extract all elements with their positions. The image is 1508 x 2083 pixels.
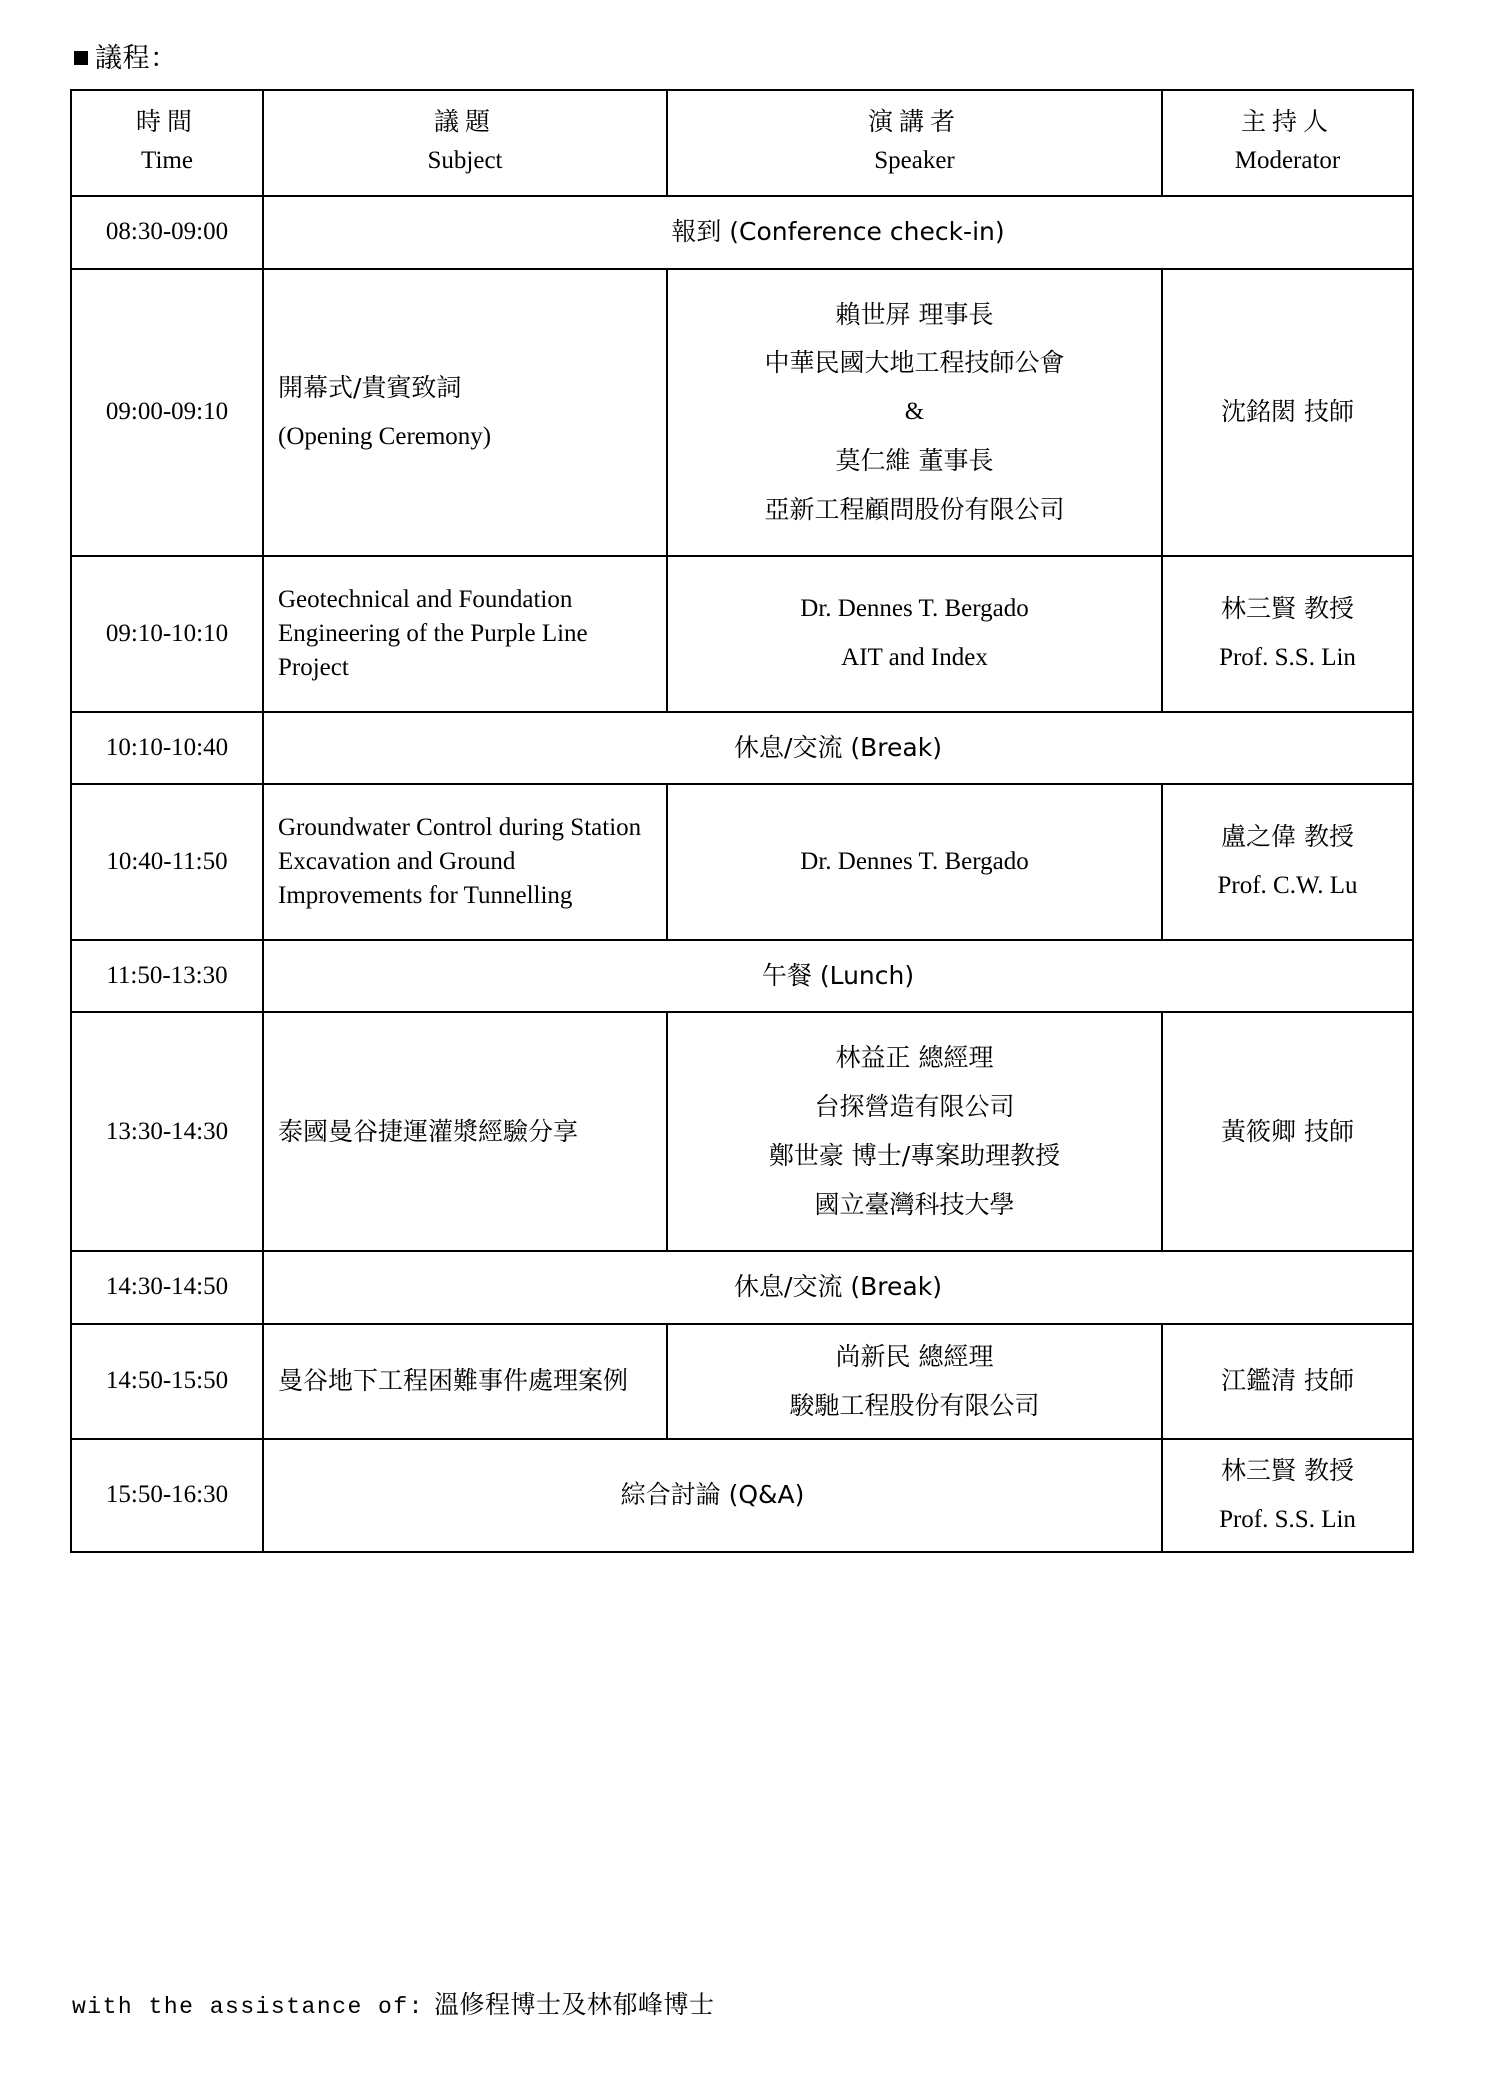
row-span-text-cell	[263, 940, 1413, 1013]
speaker-line: 莫仁維 董事長	[835, 445, 994, 475]
footer-names: 溫修程博士及林郁峰博士	[433, 1990, 715, 2019]
moderator-line: 黃筱卿 技師	[1221, 1116, 1354, 1146]
moderator-line: 沈銘閎 技師	[1221, 397, 1354, 427]
subject-line: Geotechnical and Foundation Engineering of the Purple Line Project	[278, 586, 588, 681]
row-speaker	[667, 784, 1162, 939]
table-row	[71, 784, 1413, 939]
speaker-line: 林益正 總經理	[835, 1043, 994, 1073]
row-span-text: 休息/交流 (Break)	[734, 1272, 942, 1302]
speaker-line: Dr. Dennes T. Bergado	[800, 595, 1029, 623]
row-subject	[263, 1012, 667, 1251]
moderator-line: Prof. C.W. Lu	[1217, 872, 1358, 900]
speaker-line: 駿馳工程股份有限公司	[789, 1390, 1040, 1420]
header-time-cn: 時間	[135, 107, 198, 137]
row-span-text-cell	[263, 1439, 1162, 1553]
speaker-line: Dr. Dennes T. Bergado	[800, 847, 1029, 875]
row-moderator	[1162, 784, 1413, 939]
header-subject-en: Subject	[427, 147, 503, 175]
row-speaker	[667, 1012, 1162, 1251]
row-span-text: 午餐 (Lunch)	[761, 960, 915, 990]
footer-note	[72, 1985, 714, 2021]
moderator-line: 盧之偉 教授	[1221, 822, 1354, 852]
speaker-line: 國立臺灣科技大學	[814, 1189, 1015, 1219]
heading-text: 議程：	[95, 43, 178, 74]
row-moderator	[1162, 1439, 1413, 1553]
agenda-table	[70, 89, 1414, 1553]
row-time: 10:10-10:40	[71, 712, 263, 785]
subject-line: 泰國曼谷捷運灌漿經驗分享	[278, 1116, 579, 1146]
header-cell-time	[71, 90, 263, 196]
moderator-line: Prof. S.S. Lin	[1219, 1505, 1356, 1533]
row-span-text-cell	[263, 196, 1413, 269]
header-speaker-cn: 演講者	[867, 107, 961, 137]
speaker-line: 中華民國大地工程技師公會	[764, 348, 1065, 378]
speaker-line: 亞新工程顧問股份有限公司	[764, 494, 1065, 524]
row-moderator	[1162, 1012, 1413, 1251]
row-span-text: 休息/交流 (Break)	[734, 732, 942, 762]
row-time: 14:50-15:50	[71, 1324, 263, 1439]
moderator-line: 林三賢 教授	[1221, 1455, 1354, 1485]
row-time: 11:50-13:30	[71, 940, 263, 1013]
row-subject	[263, 1324, 667, 1439]
row-time: 15:50-16:30	[71, 1439, 263, 1553]
table-row	[71, 556, 1413, 711]
row-span-text-cell	[263, 1251, 1413, 1324]
speaker-line: 台探營造有限公司	[814, 1092, 1015, 1122]
row-speaker	[667, 1324, 1162, 1439]
row-time: 10:40-11:50	[71, 784, 263, 939]
table-header-row	[71, 90, 1413, 196]
row-moderator	[1162, 556, 1413, 711]
subject-line: 曼谷地下工程困難事件處理案例	[278, 1366, 629, 1396]
header-speaker-en: Speaker	[874, 147, 955, 175]
row-time: 14:30-14:50	[71, 1251, 263, 1324]
speaker-line: AIT and Index	[841, 644, 988, 672]
moderator-line: 江鑑清 技師	[1221, 1366, 1354, 1396]
subject-line: 開幕式/貴賓致詞	[278, 372, 462, 402]
row-time: 08:30-09:00	[71, 196, 263, 269]
table-row	[71, 1324, 1413, 1439]
moderator-line: Prof. S.S. Lin	[1219, 644, 1356, 672]
square-bullet-icon	[74, 51, 88, 65]
table-row	[71, 196, 1413, 269]
speaker-line: 賴世屏 理事長	[835, 299, 994, 329]
header-moderator-cn: 主持人	[1240, 107, 1334, 137]
header-time-en: Time	[141, 147, 193, 175]
row-subject	[263, 556, 667, 711]
row-subject	[263, 784, 667, 939]
table-row	[71, 940, 1413, 1013]
header-cell-moderator	[1162, 90, 1413, 196]
header-subject-cn: 議題	[433, 107, 496, 137]
row-moderator	[1162, 269, 1413, 557]
row-speaker	[667, 269, 1162, 557]
speaker-line: 尚新民 總經理	[835, 1341, 994, 1371]
row-time: 13:30-14:30	[71, 1012, 263, 1251]
subject-line: Groundwater Control during Station Excavation and Ground Improvements for Tunnelling	[278, 814, 642, 909]
speaker-line: 鄭世豪 博士/專案助理教授	[768, 1140, 1061, 1170]
table-row	[71, 1012, 1413, 1251]
moderator-line: 林三賢 教授	[1221, 594, 1354, 624]
table-row	[71, 712, 1413, 785]
row-moderator	[1162, 1324, 1413, 1439]
table-row	[71, 1251, 1413, 1324]
table-row	[71, 1439, 1413, 1553]
row-time: 09:10-10:10	[71, 556, 263, 711]
page-heading	[74, 42, 1454, 75]
footer-prefix: with the assistance of:	[72, 1994, 424, 2020]
row-subject	[263, 269, 667, 557]
row-speaker	[667, 556, 1162, 711]
row-time: 09:00-09:10	[71, 269, 263, 557]
speaker-line: &	[904, 398, 925, 426]
header-cell-subject	[263, 90, 667, 196]
header-moderator-en: Moderator	[1234, 147, 1341, 175]
row-span-text-cell	[263, 712, 1413, 785]
table-row	[71, 269, 1413, 557]
subject-line: (Opening Ceremony)	[278, 422, 492, 450]
row-span-text: 綜合討論 (Q&A)	[620, 1480, 805, 1510]
header-cell-speaker	[667, 90, 1162, 196]
row-span-text: 報到 (Conference check-in)	[671, 216, 1005, 246]
